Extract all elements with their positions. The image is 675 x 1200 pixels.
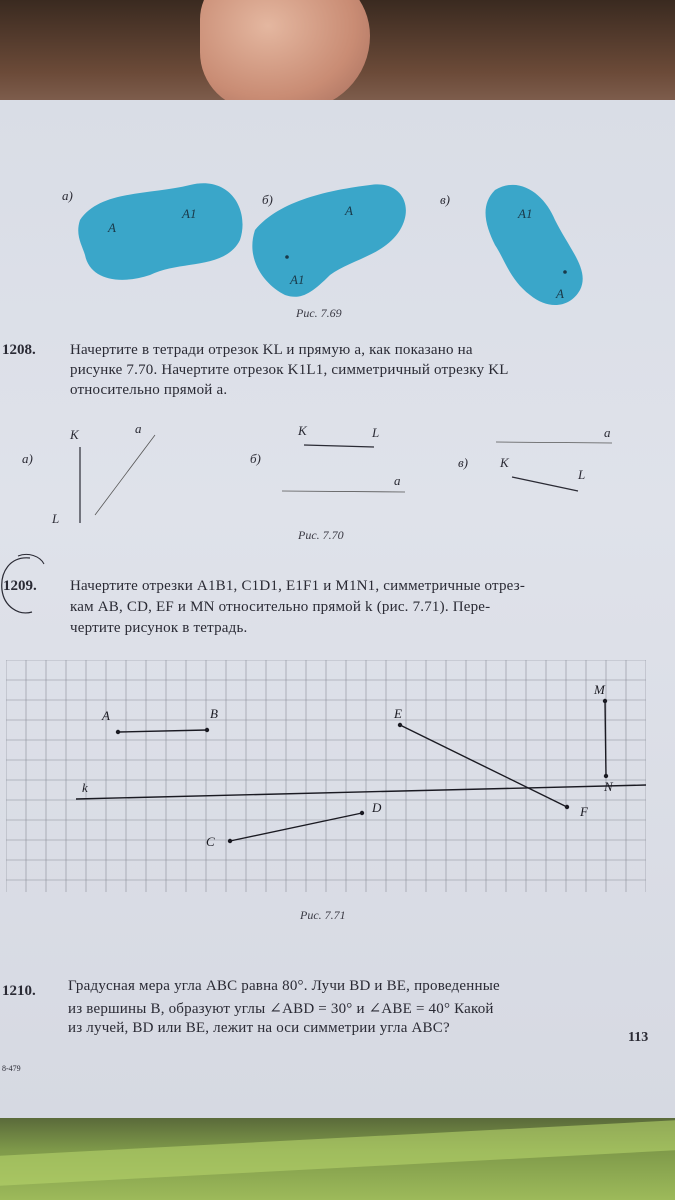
label-e: E [394,706,402,721]
label-d: D [372,800,382,815]
figure-7-70 [0,415,675,525]
blot-c-point-a1: A1 [518,206,533,221]
fig770b-L: L [372,425,380,440]
fig769-label-a: а) [62,188,73,203]
finger [200,0,370,110]
task1209-line2: кам AB, CD, EF и MN относительно прямой k (рис. 7.71). Пере- [70,599,491,615]
point-b [205,728,209,732]
fig770a-a: a [135,421,142,436]
fig770b-segment-kl [304,445,374,447]
fig769-label-c: в) [440,192,450,207]
figure-7-69 [0,160,675,320]
fig770c-K: K [500,455,509,470]
fig770b-a: a [394,473,401,488]
fig770c-L: L [578,467,586,482]
task1209-number: 1209. [3,578,37,594]
task1208-line1: Начертите в тетради отрезок KL и прямую a, как показано на [70,342,473,358]
fig770-sub-c: в) [458,455,468,470]
blot-b [252,184,406,296]
task1210-line1: Градусная мера угла ABC равна 80°. Лучи BD и BE, проведенные [68,978,500,994]
fig770a-line-a [95,435,155,515]
point-d [360,811,364,815]
task1210-line3: из лучей, BD или BE, лежит на оси симметрии угла ABC? [68,1020,450,1036]
segment-ef [400,725,567,807]
fig770b-line-a [282,491,405,492]
task1208-line2: рисунке 7.70. Начертите отрезок K1L1, симметричный отрезку KL [70,362,509,378]
point-c [228,839,232,843]
blot-a-point-a: A [108,220,116,235]
blot-b-point-a1: A1 [290,272,305,287]
task1208-number: 1208. [2,342,36,358]
task1209-line3: чертите рисунок в тетрадь. [70,620,248,636]
fig769-caption: Рис. 7.69 [296,306,342,320]
fig770c-line-a [496,442,612,443]
label-b: B [210,706,218,721]
task1209-line1: Начертите отрезки A1B1, C1D1, E1F1 и M1N1, симметричные отрез- [70,578,526,594]
fig771-caption: Рис. 7.71 [300,908,346,922]
label-c: C [206,834,215,849]
blot-a [78,183,242,280]
point-m [603,699,607,703]
task1210-number: 1210. [2,983,36,999]
segment-mn [605,701,606,776]
grid-lines [6,660,646,892]
page-number: 113 [628,1030,649,1045]
blot-c-point-a: A [556,286,564,301]
label-a: A [102,708,110,723]
point-n [604,774,608,778]
blot-c-dot [563,270,567,274]
blot-c [486,185,583,305]
fig770-sub-b: б) [250,451,261,466]
label-k: k [82,780,88,795]
label-f: F [580,804,588,819]
blot-a-point-a1: A1 [182,206,197,221]
label-n: N [604,779,613,794]
point-f [565,805,569,809]
fig770-sub-a: а) [22,451,33,466]
fig770a-K: K [70,427,79,442]
label-m: M [594,682,605,697]
fig770-caption: Рис. 7.70 [298,528,344,542]
point-e [398,723,402,727]
fig770c-a: a [604,425,611,440]
textbook-page [0,100,675,1120]
blot-b-dot [285,255,289,259]
fig769-label-b: б) [262,192,273,207]
task1210-line2: из вершины B, образуют углы ∠ABD = 30° и ∠ABE = 40° Какой [68,1001,494,1017]
footer-code: 8-479 [2,1064,21,1073]
task1208-line3: относительно прямой a. [70,382,228,398]
fig770a-L: L [52,511,60,525]
fig770c-segment-kl [512,477,578,491]
segment-cd [230,813,362,841]
figure-7-71-grid [6,660,646,892]
blot-b-point-a: A [345,203,353,218]
point-a [116,730,120,734]
fig770b-K: K [298,423,307,438]
segment-ab [118,730,207,732]
line-k [76,785,646,799]
green-surface [0,1118,675,1200]
